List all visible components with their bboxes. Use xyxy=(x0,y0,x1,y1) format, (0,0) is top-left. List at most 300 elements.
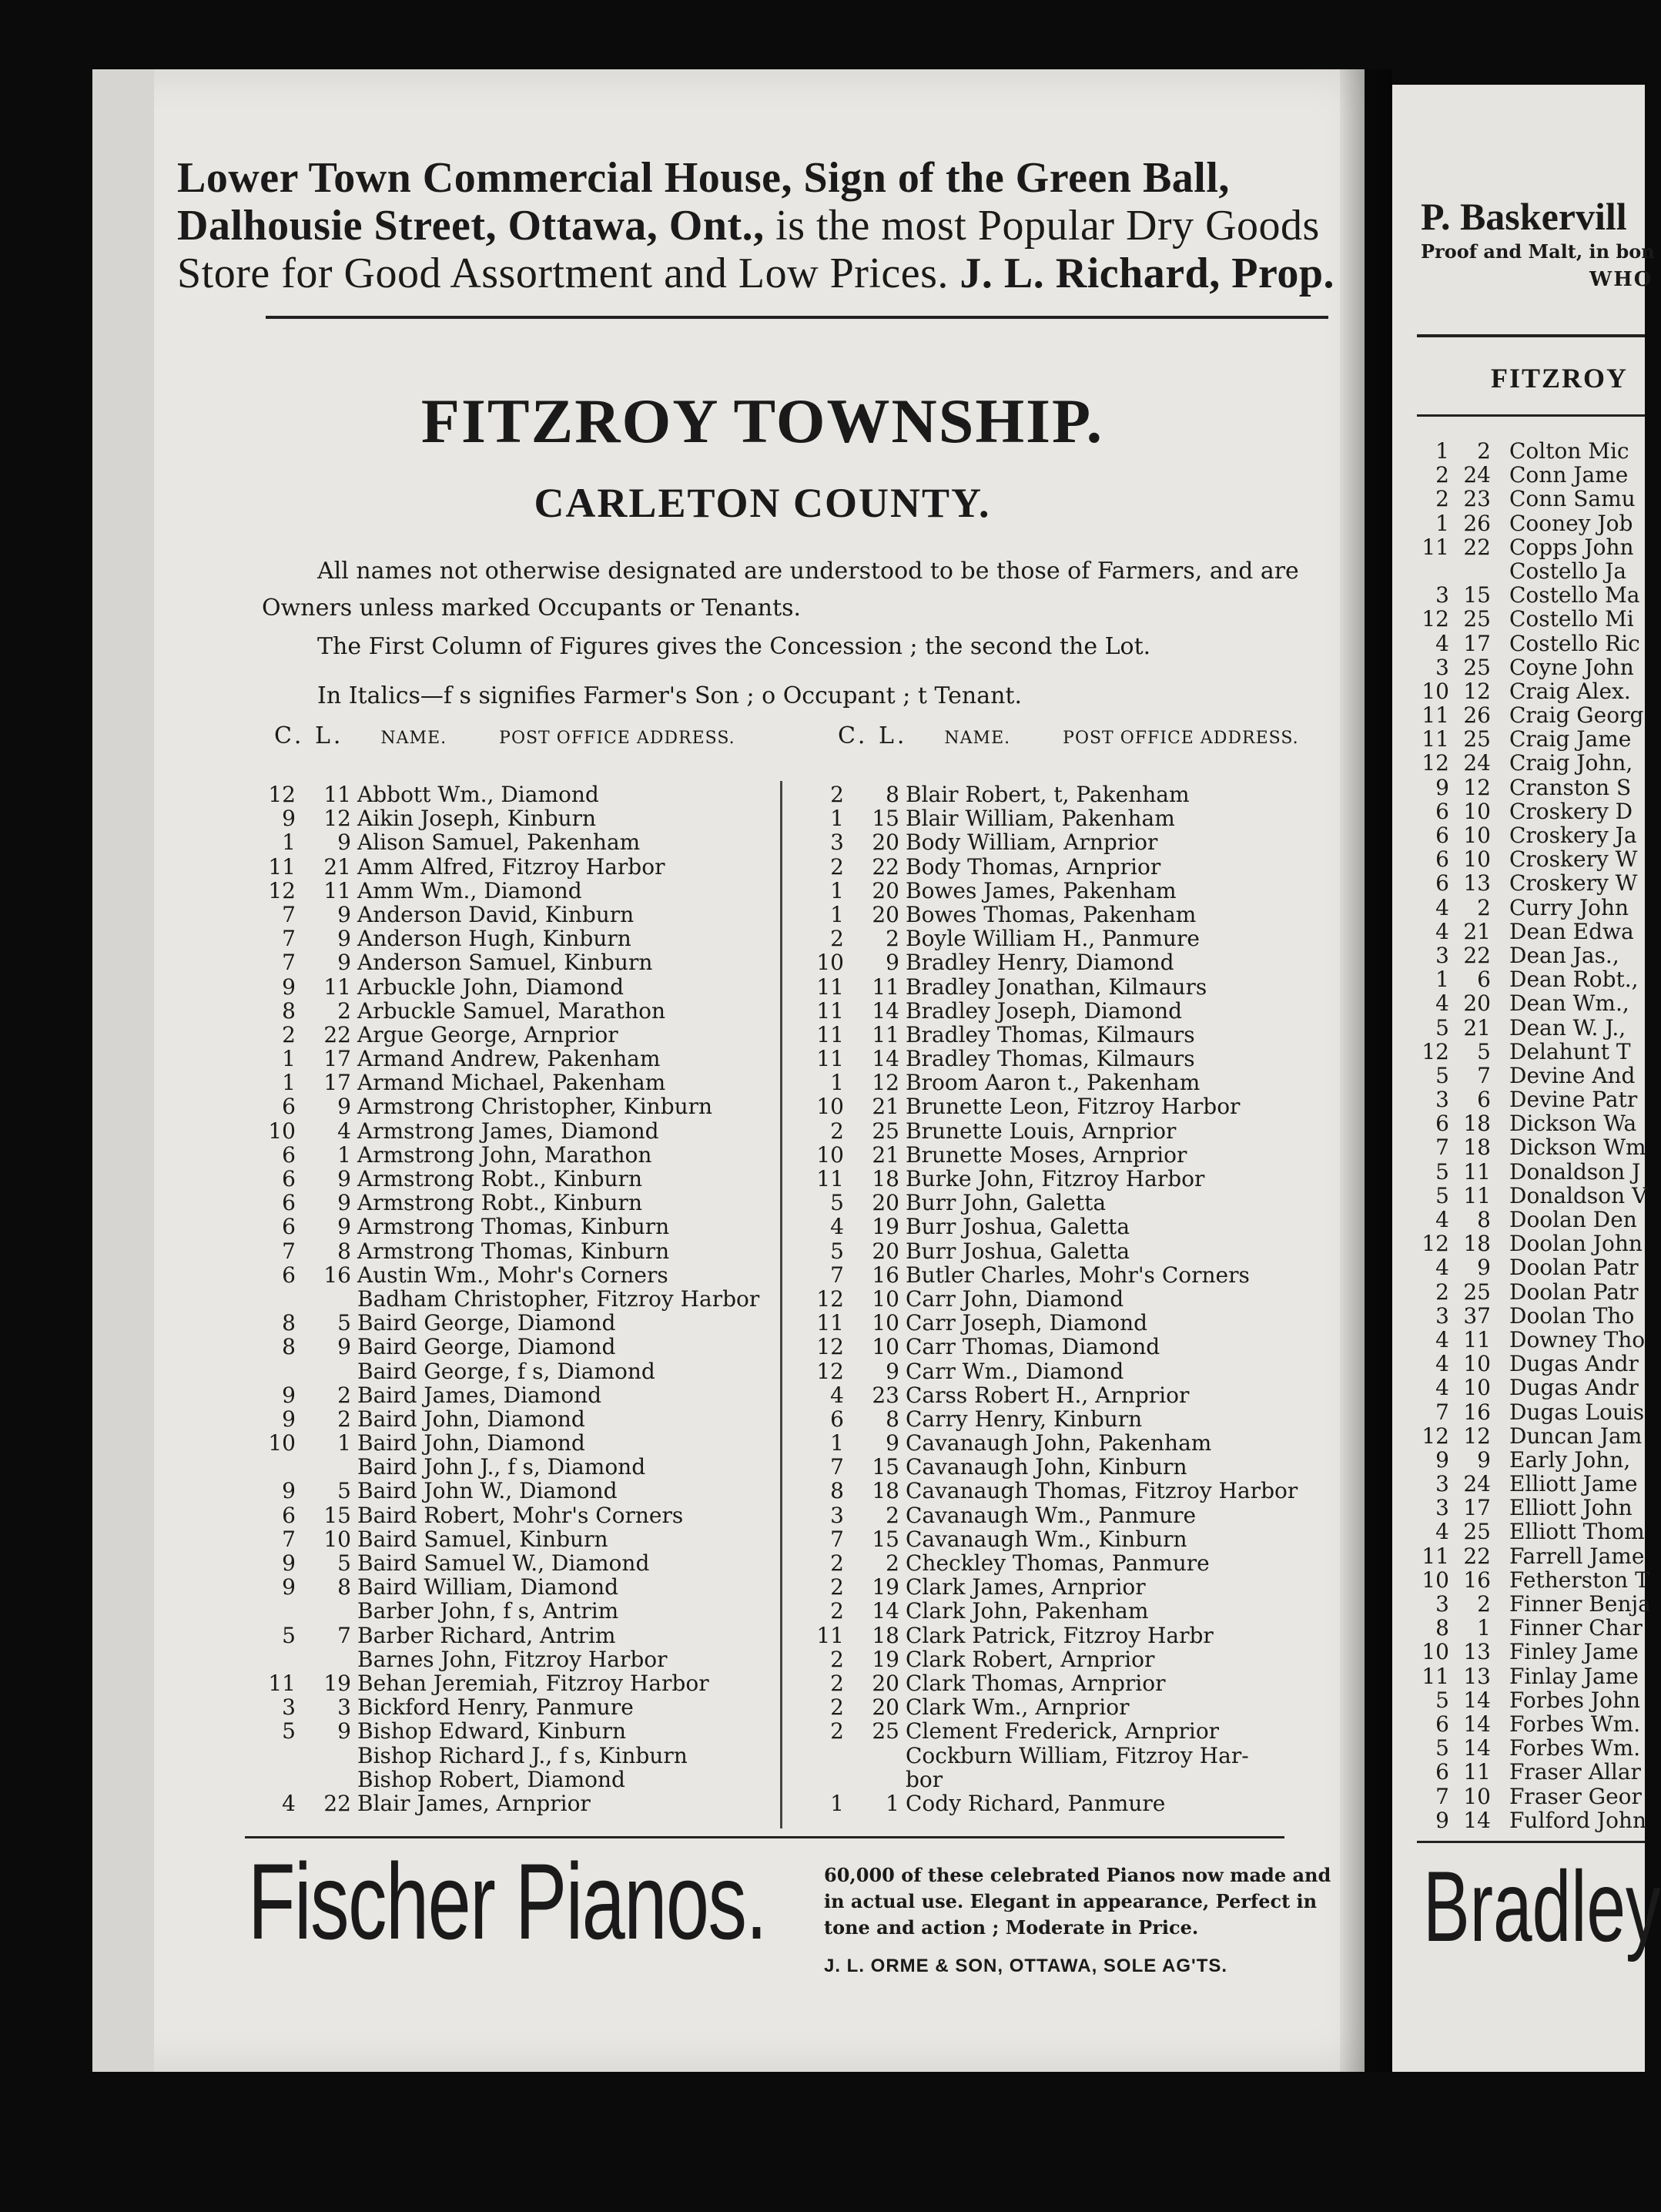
entry-name: Elliott John xyxy=(1509,1495,1633,1521)
directory-entry xyxy=(262,1383,832,1407)
entry-concession: 3 xyxy=(830,1502,844,1528)
entry-lot: 9 xyxy=(1477,1255,1491,1281)
directory-entry xyxy=(262,1599,832,1623)
entry-concession: 2 xyxy=(830,1574,844,1600)
directory-entry xyxy=(810,1407,1380,1431)
entry-concession: 6 xyxy=(1435,798,1449,824)
entry-lot: 25 xyxy=(1463,726,1491,752)
entry-concession: 10 xyxy=(816,1141,844,1168)
entry-concession: 12 xyxy=(1422,750,1449,776)
entry-concession: 10 xyxy=(816,1094,844,1120)
directory-entry xyxy=(262,1768,832,1791)
directory-entry xyxy=(1417,583,1645,607)
entry-concession: 10 xyxy=(816,950,844,976)
entry-concession: 11 xyxy=(268,853,296,880)
entry-lot: 25 xyxy=(1463,606,1491,632)
entry-concession: 11 xyxy=(1422,726,1449,752)
entry-name: Baird William, Diamond xyxy=(357,1574,619,1600)
entry-name: Craig Alex. xyxy=(1509,678,1631,704)
directory-entry xyxy=(1417,1064,1645,1088)
entry-name: Anderson Samuel, Kinburn xyxy=(357,950,653,976)
entry-lot: 1 xyxy=(337,1430,351,1456)
directory-entry xyxy=(262,1359,832,1383)
directory-entry xyxy=(1417,1280,1645,1304)
directory-entry xyxy=(1417,1472,1645,1496)
entry-lot: 9 xyxy=(337,901,351,927)
entry-name: Baird John J., f s, Diamond xyxy=(357,1454,646,1480)
directory-entry xyxy=(1417,1808,1645,1832)
adjacent-page-subheader-2: WHO xyxy=(1589,268,1653,291)
adjacent-entries-column xyxy=(1417,438,1651,1833)
entry-name: Baird George, f s, Diamond xyxy=(357,1358,655,1384)
entry-name: Duncan Jam xyxy=(1509,1423,1643,1449)
page-title: FITZROY TOWNSHIP. xyxy=(420,386,1104,456)
entry-name: Cavanaugh Wm., Panmure xyxy=(906,1502,1197,1528)
directory-entry xyxy=(810,1624,1380,1647)
entry-concession: 4 xyxy=(1435,1326,1449,1352)
entry-concession: 2 xyxy=(830,1550,844,1576)
entry-name: Brunette Moses, Arnprior xyxy=(906,1141,1187,1168)
entry-name: Carr Thomas, Diamond xyxy=(906,1334,1160,1360)
directory-entry xyxy=(810,1455,1380,1479)
directory-entry xyxy=(1417,679,1645,703)
directory-entry xyxy=(262,1695,832,1719)
adjacent-title-rule xyxy=(1417,414,1645,417)
entry-concession: 11 xyxy=(1422,702,1449,729)
entry-lot: 25 xyxy=(1463,1279,1491,1305)
directory-entry xyxy=(1417,439,1645,463)
entry-name: Costello Ma xyxy=(1509,582,1640,608)
entry-concession: 11 xyxy=(268,1670,296,1696)
entry-name: Dean Wm., xyxy=(1509,990,1629,1017)
directory-entry xyxy=(262,1167,832,1191)
directory-entry xyxy=(262,1671,832,1695)
entry-lot: 9 xyxy=(1477,1446,1491,1473)
entry-lot: 21 xyxy=(323,853,351,880)
directory-entry xyxy=(1417,1591,1651,1617)
entry-lot: 16 xyxy=(323,1262,351,1288)
directory-entry xyxy=(810,855,1380,879)
entry-name: Copps John xyxy=(1509,534,1634,560)
directory-entry xyxy=(810,1335,1380,1359)
entry-concession: 6 xyxy=(282,1166,296,1191)
directory-entry xyxy=(810,1167,1380,1191)
directory-entry xyxy=(1417,943,1645,967)
entry-concession: 3 xyxy=(1435,1087,1449,1113)
entry-lot: 11 xyxy=(1463,1326,1491,1352)
entry-concession: 4 xyxy=(830,1214,844,1240)
directory-entry xyxy=(1417,1567,1649,1593)
entry-concession: 11 xyxy=(816,974,844,1000)
directory-entry xyxy=(1417,871,1645,895)
entry-name: Bickford Henry, Panmure xyxy=(357,1694,634,1721)
entry-lot: 20 xyxy=(872,877,899,903)
entry-concession: 4 xyxy=(1435,1375,1449,1401)
entry-concession: 10 xyxy=(1422,1639,1449,1665)
entry-concession: 10 xyxy=(1422,678,1449,704)
entry-lot: 22 xyxy=(323,1021,351,1047)
adjacent-page-header: P. Baskervill xyxy=(1421,195,1627,238)
entry-name: Croskery W xyxy=(1509,846,1638,873)
entry-concession: 3 xyxy=(282,1694,296,1721)
header-rule xyxy=(266,316,1328,319)
entry-lot: 23 xyxy=(872,1382,899,1408)
entry-concession: 2 xyxy=(830,1718,844,1744)
directory-entry xyxy=(1417,1785,1645,1808)
entry-name: Clement Frederick, Arnprior xyxy=(906,1718,1220,1744)
entry-name: Fraser Allar xyxy=(1509,1759,1641,1785)
directory-entry xyxy=(810,1575,1380,1599)
entry-name: Craig Georg xyxy=(1509,702,1644,729)
entry-concession: 11 xyxy=(1422,534,1449,560)
entry-name: Farrell Jame xyxy=(1509,1543,1645,1569)
entry-name: Broom Aaron t., Pakenham xyxy=(906,1070,1201,1096)
directory-entry xyxy=(810,1695,1380,1719)
entry-concession: 7 xyxy=(830,1262,844,1288)
directory-entry xyxy=(262,1191,832,1215)
directory-entry xyxy=(810,783,1380,806)
entry-lot: 8 xyxy=(337,1574,351,1600)
entry-lot: 8 xyxy=(1477,1207,1491,1232)
entry-name: Finner Char xyxy=(1509,1615,1643,1641)
footer-rule xyxy=(245,1836,1284,1838)
entry-lot: 10 xyxy=(323,1526,351,1552)
entry-lot: 2 xyxy=(337,997,351,1024)
entry-lot: 13 xyxy=(1463,1639,1491,1665)
entry-concession: 11 xyxy=(816,1046,844,1072)
ad-line-3: tone and action ; Moderate in Price. xyxy=(824,1916,1199,1939)
directory-entry xyxy=(810,1768,1380,1791)
entry-name: Carr Joseph, Diamond xyxy=(906,1310,1148,1336)
entry-lot: 17 xyxy=(1463,630,1491,656)
entry-concession: 10 xyxy=(268,1118,296,1144)
entry-lot: 2 xyxy=(1477,438,1491,464)
directory-entry xyxy=(262,1791,832,1815)
entry-concession: 2 xyxy=(830,782,844,807)
entry-name: Argue George, Arnprior xyxy=(357,1021,618,1047)
entry-name: Fulford John xyxy=(1509,1807,1646,1833)
entry-name: Armstrong Christopher, Kinburn xyxy=(357,1094,713,1120)
directory-entry xyxy=(810,1263,1380,1287)
entry-concession: 7 xyxy=(282,1238,296,1264)
header-line-1: Lower Town Commercial House, Sign of the Green Ball, xyxy=(177,154,1230,202)
header-line-2-rest: is the most Popular Dry Goods xyxy=(764,202,1320,250)
entry-concession: 5 xyxy=(1435,1687,1449,1713)
entry-concession: 7 xyxy=(830,1526,844,1552)
entry-lot: 9 xyxy=(337,1718,351,1744)
entry-lot: 11 xyxy=(872,974,899,1000)
entry-lot: 1 xyxy=(337,1141,351,1168)
header-line-2 xyxy=(177,202,1348,250)
entry-name: Burr Joshua, Galetta xyxy=(906,1238,1130,1264)
entry-name: Baird John W., Diamond xyxy=(357,1478,618,1504)
entry-concession: 3 xyxy=(1435,1591,1449,1617)
adjacent-ad-brand: Bradley xyxy=(1423,1850,1661,1962)
directory-entry xyxy=(262,783,832,806)
entry-concession: 2 xyxy=(830,853,844,880)
entry-name: Bradley Jonathan, Kilmaurs xyxy=(906,974,1207,1000)
directory-entry xyxy=(1417,1376,1645,1399)
entry-name: Finlay Jame xyxy=(1509,1663,1639,1689)
entry-lot: 14 xyxy=(872,1046,899,1072)
entry-lot: 2 xyxy=(886,1550,899,1576)
entry-concession: 9 xyxy=(1435,1807,1449,1833)
entry-name: Carss Robert H., Arnprior xyxy=(906,1382,1190,1408)
entry-lot: 11 xyxy=(1463,1158,1491,1185)
entry-concession: 8 xyxy=(282,1334,296,1360)
entry-concession: 6 xyxy=(1435,870,1449,897)
directory-entry xyxy=(810,1239,1380,1263)
entry-lot: 11 xyxy=(1463,1759,1491,1785)
entry-lot: 24 xyxy=(1463,462,1491,488)
entry-lot: 16 xyxy=(1463,1567,1491,1593)
entry-concession: 7 xyxy=(1435,1134,1449,1161)
directory-entry xyxy=(810,927,1380,950)
entry-name: Early John, xyxy=(1509,1446,1631,1473)
entry-lot: 17 xyxy=(323,1046,351,1072)
directory-entry xyxy=(1417,1111,1645,1135)
entry-lot: 14 xyxy=(1463,1735,1491,1761)
entry-name: Baird Samuel W., Diamond xyxy=(357,1550,650,1576)
entry-lot: 15 xyxy=(872,1454,899,1480)
entry-name: Arbuckle John, Diamond xyxy=(357,974,625,1000)
entry-lot: 14 xyxy=(1463,1807,1491,1833)
entry-name: Forbes Wm. xyxy=(1509,1735,1641,1761)
directory-entry xyxy=(810,1119,1380,1143)
entry-lot: 21 xyxy=(1463,918,1491,944)
entry-name: Dugas Andr xyxy=(1509,1375,1639,1401)
entry-lot: 5 xyxy=(337,1550,351,1576)
directory-entry xyxy=(262,1551,832,1575)
entry-lot: 22 xyxy=(323,1790,351,1816)
entry-name: Dugas Louis xyxy=(1509,1399,1645,1425)
entry-name: Croskery D xyxy=(1509,798,1633,824)
directory-entry xyxy=(1417,847,1645,871)
directory-entry xyxy=(810,1719,1380,1743)
entry-concession: 9 xyxy=(1435,1446,1449,1473)
entry-concession: 11 xyxy=(816,1622,844,1648)
entry-concession: 2 xyxy=(830,1670,844,1696)
entry-name: Bishop Richard J., f s, Kinburn xyxy=(357,1742,688,1768)
directory-entry xyxy=(262,1071,832,1094)
entry-name: Armstrong James, Diamond xyxy=(357,1118,659,1144)
ad-line-2: in actual use. Elegant in appearance, Perfect in xyxy=(824,1890,1318,1912)
entry-lot: 22 xyxy=(872,853,899,880)
entry-name: Armstrong Thomas, Kinburn xyxy=(357,1214,670,1240)
entry-concession: 12 xyxy=(1422,606,1449,632)
entry-lot: 22 xyxy=(1463,1543,1491,1569)
directory-entry xyxy=(1417,632,1645,655)
entry-name: Anderson David, Kinburn xyxy=(357,901,635,927)
entry-name: Doolan Den xyxy=(1509,1207,1637,1232)
entry-lot: 2 xyxy=(337,1382,351,1408)
entry-lot: 20 xyxy=(1463,990,1491,1017)
directory-entry xyxy=(810,1599,1380,1623)
entry-lot: 18 xyxy=(872,1478,899,1504)
directory-entry xyxy=(810,830,1380,854)
directory-entry xyxy=(810,1431,1380,1455)
entry-name: Clark John, Pakenham xyxy=(906,1598,1149,1624)
entry-lot: 11 xyxy=(323,877,351,903)
directory-entry xyxy=(1417,607,1645,631)
entry-concession: 7 xyxy=(282,926,296,952)
ad-line-4: J. L. ORME & SON, OTTAWA, SOLE AG'TS. xyxy=(824,1956,1228,1976)
entry-name: Amm Wm., Diamond xyxy=(357,877,582,903)
directory-entry xyxy=(262,975,832,999)
entry-name: Baird John, Diamond xyxy=(357,1430,585,1456)
directory-entry xyxy=(1417,1640,1645,1664)
intro-line-2: Owners unless marked Occupants or Tenants. xyxy=(262,595,802,622)
entry-concession: 9 xyxy=(282,1574,296,1600)
directory-entry xyxy=(262,1047,832,1071)
ad-brand: Fischer Pianos. xyxy=(248,1841,767,1962)
entry-concession: 1 xyxy=(282,1070,296,1096)
directory-entry xyxy=(1417,1352,1645,1376)
entry-lot: 11 xyxy=(872,1021,899,1047)
directory-entry xyxy=(262,1719,832,1743)
directory-entry xyxy=(262,1647,832,1671)
entry-lot: 10 xyxy=(1463,1375,1491,1401)
directory-entry xyxy=(810,1503,1380,1527)
page-subtitle: CARLETON COUNTY. xyxy=(534,480,991,526)
header-advertisement xyxy=(177,154,1348,297)
directory-entry xyxy=(1417,727,1645,751)
entry-lot: 20 xyxy=(872,1694,899,1721)
entry-name: Bradley Thomas, Kilmaurs xyxy=(906,1021,1195,1047)
entry-lot: 18 xyxy=(1463,1134,1491,1161)
entry-lot: 9 xyxy=(337,950,351,976)
right-entries-column xyxy=(810,783,1380,1815)
entry-concession: 5 xyxy=(282,1622,296,1648)
directory-entry xyxy=(810,975,1380,999)
entry-concession: 2 xyxy=(830,1118,844,1144)
entry-name: Clark James, Arnprior xyxy=(906,1574,1146,1600)
directory-entry xyxy=(1417,463,1645,487)
entry-lot: 20 xyxy=(872,830,899,856)
entry-lot: 14 xyxy=(1463,1711,1491,1737)
entry-name: Baird Robert, Mohr's Corners xyxy=(357,1502,684,1528)
directory-entry xyxy=(1417,1040,1645,1064)
entry-concession: 3 xyxy=(1435,1302,1449,1329)
entry-lot: 19 xyxy=(872,1646,899,1672)
entry-name: Baird George, Diamond xyxy=(357,1334,616,1360)
entry-lot: 11 xyxy=(1463,1182,1491,1208)
directory-entry xyxy=(810,1287,1380,1311)
entry-lot: 10 xyxy=(1463,1783,1491,1809)
entry-name: Arbuckle Samuel, Marathon xyxy=(357,997,666,1024)
entry-lot: 13 xyxy=(1463,1663,1491,1689)
entry-name: Cranston S xyxy=(1509,774,1632,800)
directory-entry xyxy=(1417,1496,1645,1520)
directory-entry xyxy=(810,1311,1380,1335)
entry-lot: 5 xyxy=(1477,1038,1491,1064)
entry-lot: 9 xyxy=(337,830,351,856)
entry-concession: 11 xyxy=(816,1021,844,1047)
entry-lot: 12 xyxy=(1463,678,1491,704)
directory-entry xyxy=(262,903,832,927)
entry-name: Baird James, Diamond xyxy=(357,1382,602,1408)
entry-concession: 2 xyxy=(830,1694,844,1721)
directory-entry xyxy=(1417,967,1645,991)
entry-concession: 5 xyxy=(1435,1158,1449,1185)
adjacent-page-title: FITZROY xyxy=(1491,363,1629,394)
entry-concession: 6 xyxy=(282,1094,296,1120)
header-line-3-bold: J. L. Richard, Prop. xyxy=(948,250,1334,297)
entry-name: Bishop Edward, Kinburn xyxy=(357,1718,627,1744)
entry-lot: 19 xyxy=(872,1214,899,1240)
entry-name: Croskery W xyxy=(1509,870,1638,897)
entry-name: Craig Jame xyxy=(1509,726,1632,752)
entry-name: Body Thomas, Arnprior xyxy=(906,853,1161,880)
entry-concession: 12 xyxy=(1422,1231,1449,1257)
adjacent-page-subheader: Proof and Malt, in bon xyxy=(1421,240,1655,263)
entry-name: Bowes Thomas, Pakenham xyxy=(906,901,1197,927)
directory-entry xyxy=(262,1119,832,1143)
entry-lot: 21 xyxy=(872,1094,899,1120)
intro-line-4: In Italics—f s signifies Farmer's Son ; o Occupant ; t Tenant. xyxy=(317,682,1023,709)
directory-entry xyxy=(1417,655,1645,679)
entry-name: Carr John, Diamond xyxy=(906,1285,1124,1312)
entry-concession: 4 xyxy=(1435,1255,1449,1281)
entry-lot: 12 xyxy=(872,1070,899,1096)
entry-concession: 12 xyxy=(816,1358,844,1384)
directory-entry xyxy=(262,1239,832,1263)
entry-lot: 22 xyxy=(1463,534,1491,560)
adjacent-footer-rule xyxy=(1417,1841,1645,1843)
entry-lot: 20 xyxy=(872,1190,899,1216)
entry-lot: 9 xyxy=(337,1214,351,1240)
directory-entry xyxy=(810,879,1380,903)
entry-lot: 15 xyxy=(323,1502,351,1528)
entry-concession: 9 xyxy=(282,1478,296,1504)
entry-lot: 9 xyxy=(337,1334,351,1360)
entry-concession: 5 xyxy=(1435,1735,1449,1761)
entry-name: Doolan John xyxy=(1509,1231,1643,1257)
entry-concession: 5 xyxy=(1435,1014,1449,1041)
entry-concession: 2 xyxy=(830,926,844,952)
directory-entry xyxy=(262,1624,832,1647)
entry-lot: 37 xyxy=(1463,1302,1491,1329)
entry-name: Devine Patr xyxy=(1509,1087,1638,1113)
entry-lot: 7 xyxy=(337,1622,351,1648)
entry-concession: 4 xyxy=(1435,990,1449,1017)
entry-name: Burr Joshua, Galetta xyxy=(906,1214,1130,1240)
directory-entry xyxy=(262,1455,832,1479)
entry-concession: 12 xyxy=(1422,1038,1449,1064)
directory-entry xyxy=(262,1143,832,1167)
directory-entry xyxy=(1417,1135,1645,1159)
entry-lot: 10 xyxy=(872,1285,899,1312)
entry-concession: 9 xyxy=(282,974,296,1000)
directory-entry xyxy=(262,1479,832,1503)
entry-name: Conn Samu xyxy=(1509,486,1636,512)
intro-line-3: The First Column of Figures gives the Concession ; the second the Lot. xyxy=(317,633,1151,660)
entry-concession: 6 xyxy=(1435,846,1449,873)
left-header-address: POST OFFICE ADDRESS. xyxy=(499,729,735,748)
entry-lot: 12 xyxy=(323,806,351,832)
entry-lot: 14 xyxy=(1463,1687,1491,1713)
entry-concession: 7 xyxy=(282,1526,296,1552)
entry-concession: 1 xyxy=(830,1070,844,1096)
entry-lot: 10 xyxy=(1463,823,1491,848)
entry-name: bor xyxy=(906,1766,943,1792)
entry-lot: 10 xyxy=(872,1310,899,1336)
entry-concession: 7 xyxy=(1435,1783,1449,1809)
entry-lot: 20 xyxy=(872,1238,899,1264)
entry-concession: 6 xyxy=(1435,1711,1449,1737)
entry-concession: 6 xyxy=(282,1262,296,1288)
directory-entry xyxy=(1417,1448,1645,1472)
